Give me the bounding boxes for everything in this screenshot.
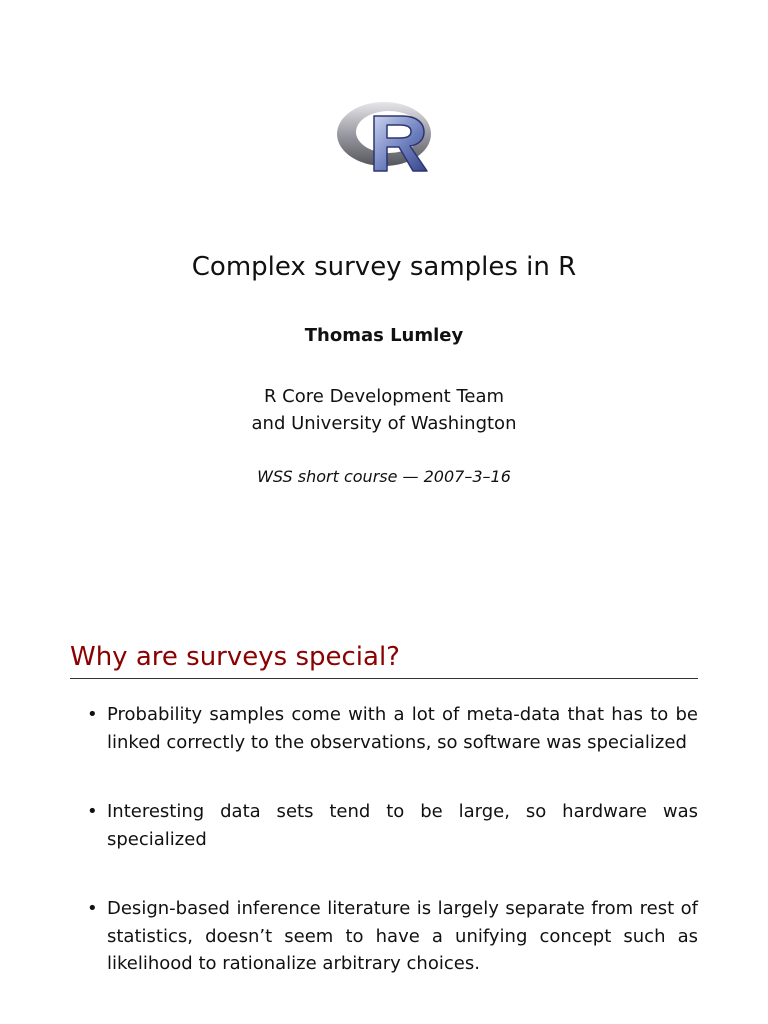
occasion-date: WSS short course — 2007–3–16 (257, 467, 511, 486)
list-item (86, 798, 698, 853)
list-item-text: Probability samples come with a lot of meta-data that has to be linked correctly to the observations, so software was specialized (107, 704, 698, 753)
r-logo-icon (334, 94, 436, 176)
list-item-text: Design-based inference literature is largely separate from rest of statistics, doesn’t seem to have a unifying concept such as likelihood to rationalize arbitrary choices. (107, 898, 698, 974)
section-heading: Why are surveys special? (70, 642, 400, 672)
bullet-marker: • (87, 801, 98, 822)
bullet-marker: • (87, 704, 98, 725)
bullet-list (86, 701, 698, 978)
list-item (86, 701, 698, 756)
slide-title: Complex survey samples in R (191, 252, 577, 282)
affiliation (0, 383, 768, 437)
affiliation-line: R Core Development Team (263, 386, 505, 407)
author-name: Thomas Lumley (304, 325, 464, 346)
heading-divider (70, 678, 698, 679)
bullet-marker: • (87, 898, 98, 919)
list-item-text: Interesting data sets tend to be large, so hardware was specialized (107, 801, 698, 850)
affiliation-line: and University of Washington (251, 413, 517, 434)
list-item (86, 895, 698, 978)
